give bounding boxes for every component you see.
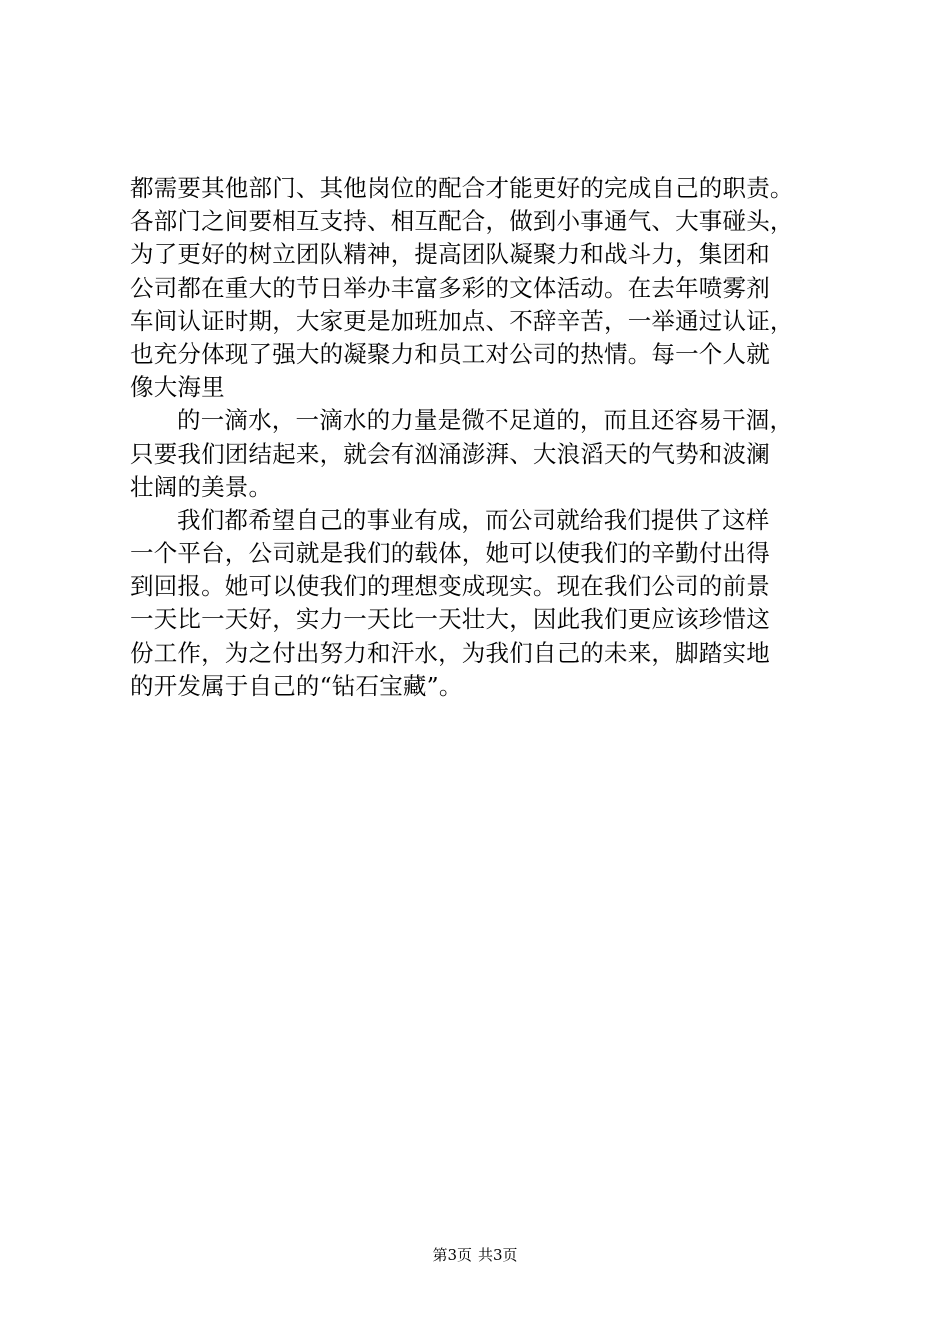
current-page-number: 第3页	[432, 1246, 472, 1264]
text-line: 到回报。她可以使我们的理想变成现实。现在我们公司的前景	[130, 572, 770, 601]
text-line: 一天比一天好，实力一天比一天壮大，因此我们更应该珍惜这	[130, 605, 770, 634]
text-line: 像大海里	[130, 373, 225, 402]
text-line: 只要我们团结起来，就会有汹涌澎湃、大浪滔天的气势和波澜	[130, 439, 770, 468]
paragraph-2	[130, 404, 830, 504]
text-line: 各部门之间要相互支持、相互配合，做到小事通气、大事碰头，	[130, 207, 794, 236]
text-line: 的一滴水，一滴水的力量是微不足道的，而且还容易干涸，	[177, 406, 794, 435]
text-line: 一个平台，公司就是我们的载体，她可以使我们的辛勤付出得	[130, 539, 770, 568]
text-line: 都需要其他部门、其他岗位的配合才能更好的完成自己的职责。	[130, 174, 794, 202]
text-line: 为了更好的树立团队精神，提高团队凝聚力和战斗力，集团和	[130, 240, 770, 269]
text-line: 公司都在重大的节日举办丰富多彩的文体活动。在去年喷雾剂	[130, 273, 770, 302]
text-line: 车间认证时期，大家更是加班加点、不辞辛苦，一举通过认证，	[130, 306, 794, 335]
total-pages-count: 共3页	[478, 1246, 518, 1264]
document-body	[130, 172, 830, 703]
text-line: 份工作，为之付出努力和汗水，为我们自己的未来，脚踏实地	[130, 638, 770, 667]
paragraph-3	[130, 504, 830, 703]
text-line: 的开发属于自己的“钻石宝藏”。	[130, 671, 463, 700]
page-footer	[0, 1245, 950, 1265]
text-line: 壮阔的美景。	[130, 472, 273, 501]
text-line: 我们都希望自己的事业有成，而公司就给我们提供了这样	[177, 505, 770, 534]
text-line: 也充分体现了强大的凝聚力和员工对公司的热情。每一个人就	[130, 339, 770, 368]
paragraph-1	[130, 172, 830, 404]
